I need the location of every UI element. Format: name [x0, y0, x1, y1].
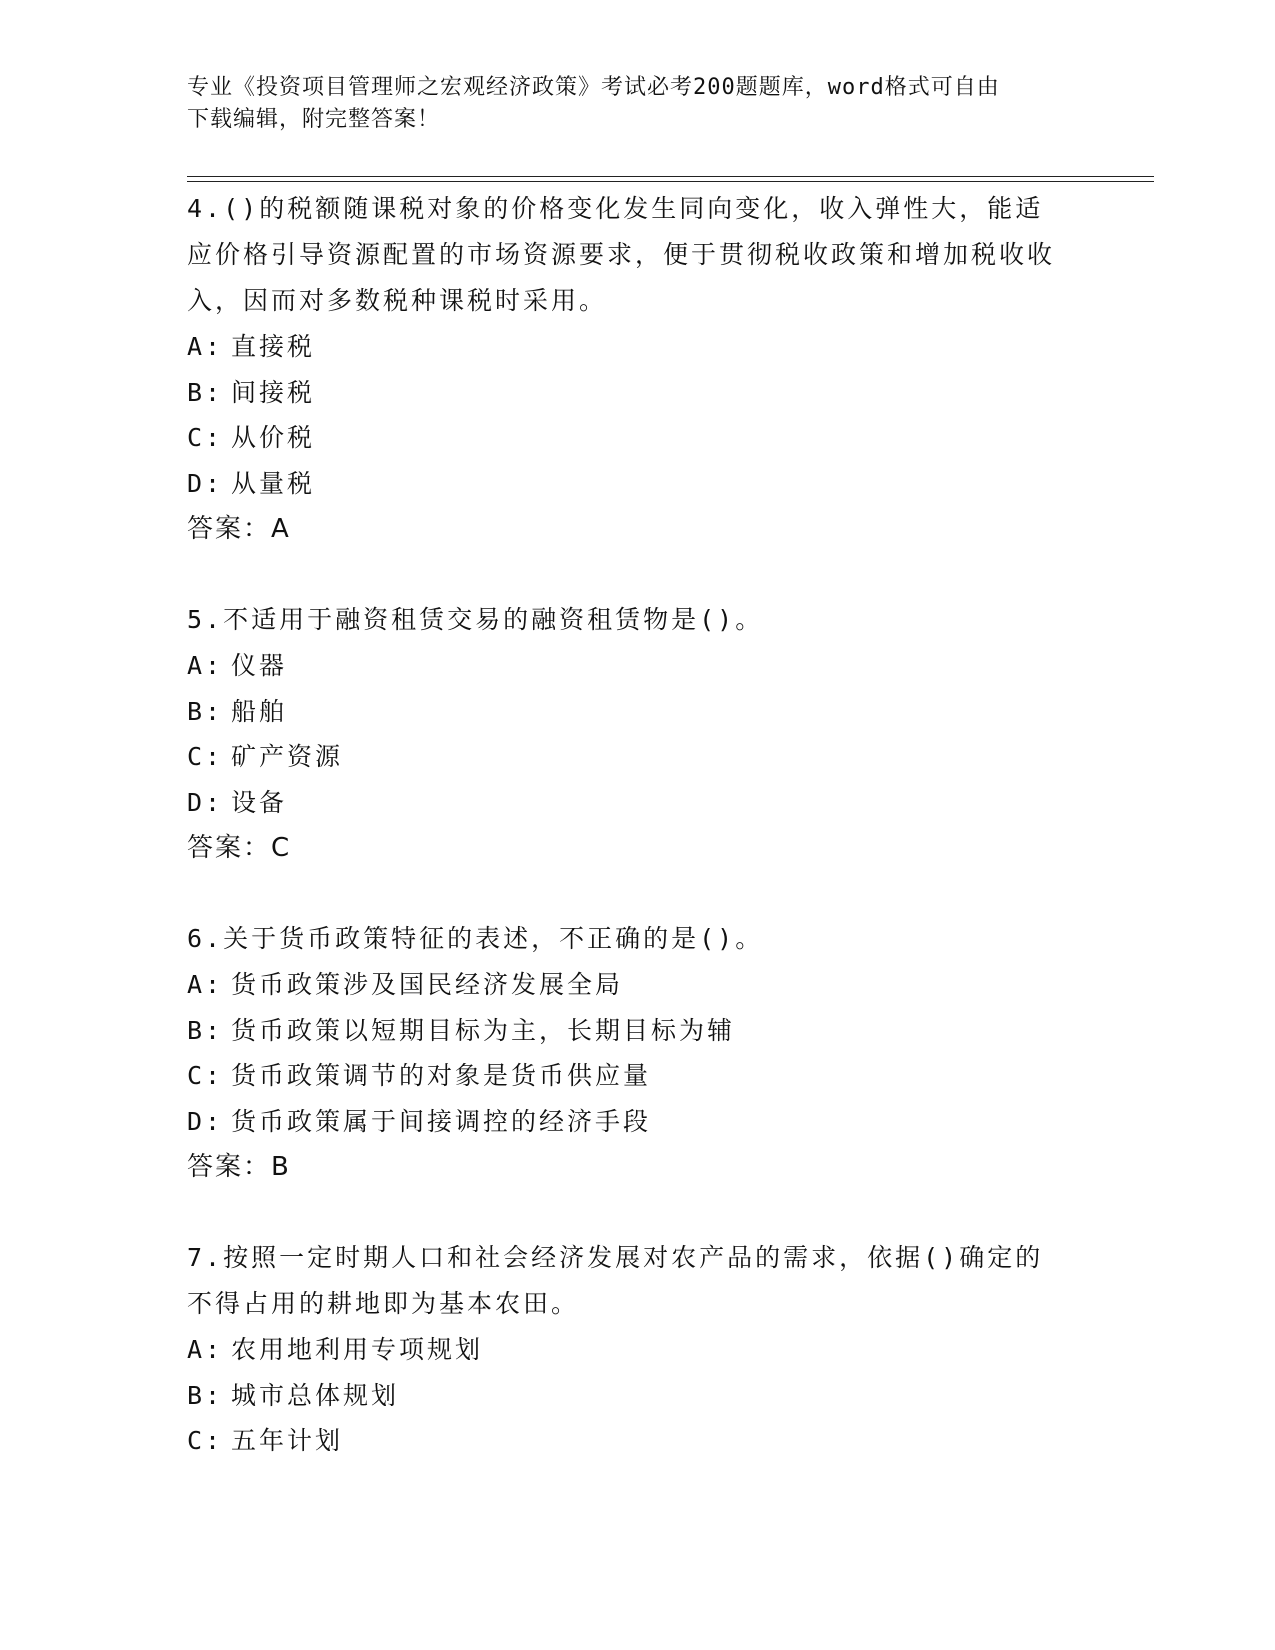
option-key: D:	[187, 1106, 224, 1136]
option-key: D:	[187, 787, 224, 817]
option-text: 船舶	[231, 696, 288, 726]
document-header	[187, 72, 1067, 136]
question-5	[187, 597, 1067, 871]
option-c	[187, 415, 1067, 461]
option-key: C:	[187, 1426, 224, 1455]
option-b	[187, 1373, 1067, 1419]
answer-label: 答案：	[187, 833, 272, 863]
option-text: 货币政策属于间接调控的经济手段	[231, 1106, 652, 1136]
option-c	[187, 1418, 1067, 1464]
answer-value: A	[271, 514, 290, 544]
question-text: 6.关于货币政策特征的表述，不正确的是()。	[187, 924, 764, 953]
option-text: 农用地利用专项规划	[231, 1335, 484, 1364]
option-text: 货币政策涉及国民经济发展全局	[231, 970, 624, 999]
option-text: 设备	[231, 787, 288, 817]
answer-value: C	[271, 833, 291, 863]
option-text: 间接税	[231, 377, 316, 407]
question-4	[187, 186, 1067, 552]
option-text: 货币政策调节的对象是货币供应量	[231, 1061, 652, 1090]
option-key: B:	[187, 1015, 224, 1045]
option-key: A:	[187, 332, 224, 361]
question-text: 5.不适用于融资租赁交易的融资租赁物是()。	[187, 605, 764, 634]
option-key: C:	[187, 423, 224, 452]
option-text: 货币政策以短期目标为主，长期目标为辅	[231, 1015, 736, 1045]
option-b	[187, 370, 1067, 416]
option-d	[187, 1099, 1067, 1145]
option-a	[187, 962, 1067, 1008]
question-6	[187, 916, 1067, 1190]
answer-label: 答案：	[187, 1152, 272, 1182]
option-text: 矿产资源	[231, 742, 344, 771]
option-text: 五年计划	[231, 1426, 344, 1455]
question-text: 7.按照一定时期人口和社会经济发展对农产品的需求，依据()确定的不得占用的耕地即为基本农田。	[187, 1243, 1044, 1318]
option-key: A:	[187, 970, 224, 999]
option-key: C:	[187, 1061, 224, 1090]
option-key: B:	[187, 1380, 224, 1410]
option-a	[187, 643, 1067, 689]
answer-label: 答案：	[187, 514, 272, 544]
question-7	[187, 1235, 1067, 1464]
option-b	[187, 1008, 1067, 1054]
option-text: 从价税	[231, 423, 316, 452]
option-text: 直接税	[231, 332, 316, 361]
answer-line	[187, 506, 1067, 552]
option-key: D:	[187, 468, 224, 498]
question-text: 4.()的税额随课税对象的价格变化发生同向变化，收入弹性大，能适应价格引导资源配置的市场资源要求，便于贯彻税收政策和增加税收收入，因而对多数税种课税时采用。	[187, 194, 1056, 315]
header-rule-top	[187, 176, 1154, 177]
option-d	[187, 780, 1067, 826]
option-text: 从量税	[231, 468, 316, 498]
question-list	[187, 186, 1067, 1509]
option-c	[187, 1053, 1067, 1099]
option-b	[187, 689, 1067, 735]
option-c	[187, 734, 1067, 780]
option-text: 仪器	[231, 651, 288, 680]
header-rule-bottom	[187, 181, 1154, 182]
option-key: B:	[187, 377, 224, 407]
answer-value: B	[271, 1152, 290, 1182]
option-d	[187, 461, 1067, 507]
option-key: C:	[187, 742, 224, 771]
option-text: 城市总体规划	[231, 1380, 400, 1410]
header-line-2: 下载编辑，附完整答案！	[187, 107, 441, 132]
option-key: A:	[187, 1335, 224, 1364]
option-key: A:	[187, 651, 224, 680]
option-a	[187, 324, 1067, 370]
answer-line	[187, 1144, 1067, 1190]
option-a	[187, 1327, 1067, 1373]
header-line-1: 专业《投资项目管理师之宏观经济政策》考试必考200题题库，word格式可自由	[187, 75, 1000, 100]
answer-line	[187, 825, 1067, 871]
option-key: B:	[187, 696, 224, 726]
